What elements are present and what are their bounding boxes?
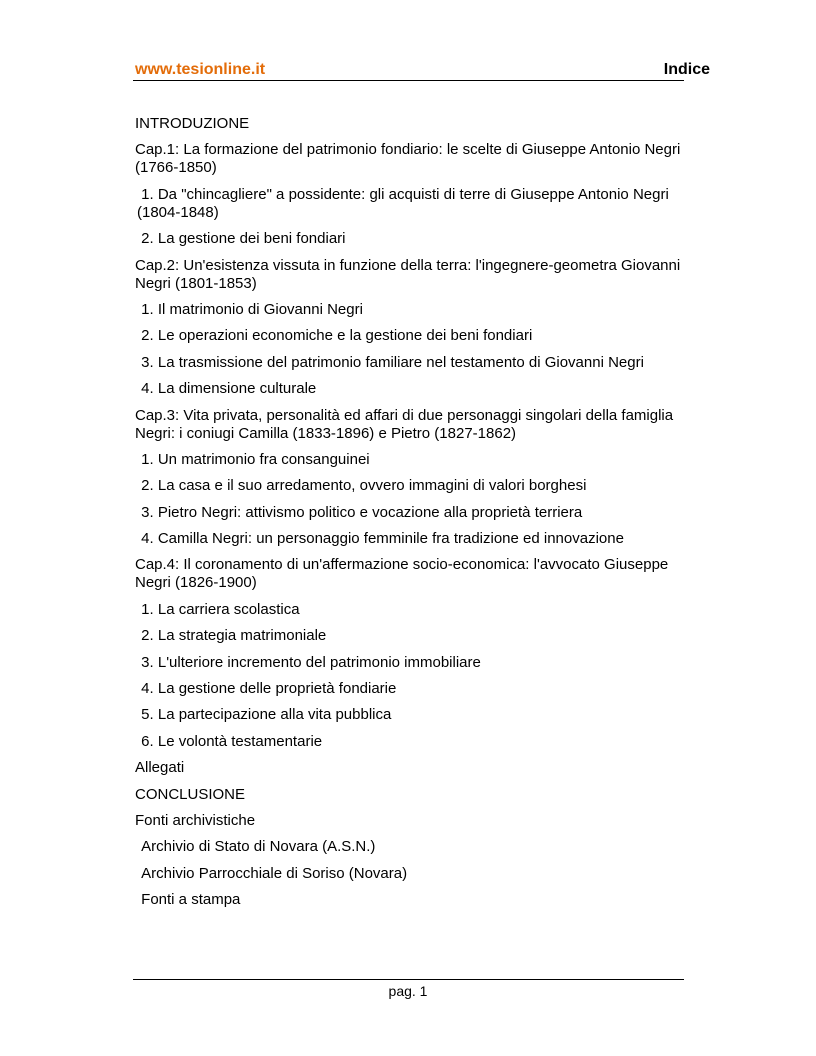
toc-subentry[interactable]: 1. Un matrimonio fra consanguinei: [137, 450, 370, 468]
page-number: pag. 1: [388, 983, 428, 999]
site-url[interactable]: www.tesionline.it: [135, 61, 266, 78]
page-header: [133, 59, 710, 81]
toc-entry[interactable]: Cap.2: Un'esistenza vissuta in funzione della terra: l'ingegnere-geometra Giovanni Negri (1801-1853): [135, 256, 685, 292]
toc-subentry[interactable]: Archivio Parrocchiale di Soriso (Novara): [137, 864, 408, 882]
toc-subentry[interactable]: Archivio di Stato di Novara (A.S.N.): [137, 838, 376, 856]
toc-subentry[interactable]: 6. Le volontà testamentarie: [137, 732, 323, 750]
toc-subentry[interactable]: 1. La carriera scolastica: [137, 600, 300, 618]
toc-subentry[interactable]: 1. Il matrimonio di Giovanni Negri: [137, 300, 363, 318]
toc-entry[interactable]: CONCLUSIONE: [135, 785, 246, 803]
header-divider: [133, 80, 684, 81]
footer-divider: [133, 979, 684, 980]
toc-subentry[interactable]: 2. La gestione dei beni fondiari: [137, 230, 346, 248]
toc-entry[interactable]: Cap.1: La formazione del patrimonio fondiario: le scelte di Giuseppe Antonio Negri (1766-1850): [135, 141, 685, 177]
table-of-contents: [135, 115, 695, 918]
toc-entry[interactable]: Cap.4: Il coronamento di un'affermazione socio-economica: l'avvocato Giuseppe Negri (1826-1900): [135, 556, 673, 592]
toc-entry[interactable]: Cap.3: Vita privata, personalità ed affari di due personaggi singolari della famiglia Negri: i coniugi Camilla (1833-1896) e Pietro (1827-1862): [135, 406, 678, 442]
toc-subentry[interactable]: Fonti a stampa: [137, 891, 241, 909]
toc-entry[interactable]: Fonti archivistiche: [135, 811, 256, 829]
toc-entry[interactable]: INTRODUZIONE: [135, 115, 250, 132]
toc-subentry[interactable]: 4. La gestione delle proprietà fondiarie: [137, 680, 397, 698]
toc-entry[interactable]: Allegati: [135, 759, 185, 777]
toc-subentry[interactable]: 2. Le operazioni economiche e la gestione dei beni fondiari: [137, 327, 533, 345]
toc-subentry[interactable]: 4. La dimensione culturale: [137, 380, 317, 398]
toc-subentry[interactable]: 5. La partecipazione alla vita pubblica: [137, 706, 392, 724]
page-title: Indice: [663, 61, 710, 78]
toc-subentry[interactable]: 2. La casa e il suo arredamento, ovvero immagini di valori borghesi: [137, 477, 587, 495]
toc-subentry[interactable]: 2. La strategia matrimoniale: [137, 627, 327, 645]
toc-subentry[interactable]: 4. Camilla Negri: un personaggio femminile fra tradizione ed innovazione: [137, 530, 624, 548]
toc-subentry[interactable]: 3. L'ulteriore incremento del patrimonio immobiliare: [137, 653, 481, 671]
toc-subentry[interactable]: 1. Da "chincagliere" a possidente: gli acquisti di terre di Giuseppe Antonio Negri (1804-1848): [137, 185, 673, 221]
toc-subentry[interactable]: 3. La trasmissione del patrimonio familiare nel testamento di Giovanni Negri: [137, 353, 644, 371]
toc-subentry[interactable]: 3. Pietro Negri: attivismo politico e vocazione alla proprietà terriera: [137, 503, 583, 521]
